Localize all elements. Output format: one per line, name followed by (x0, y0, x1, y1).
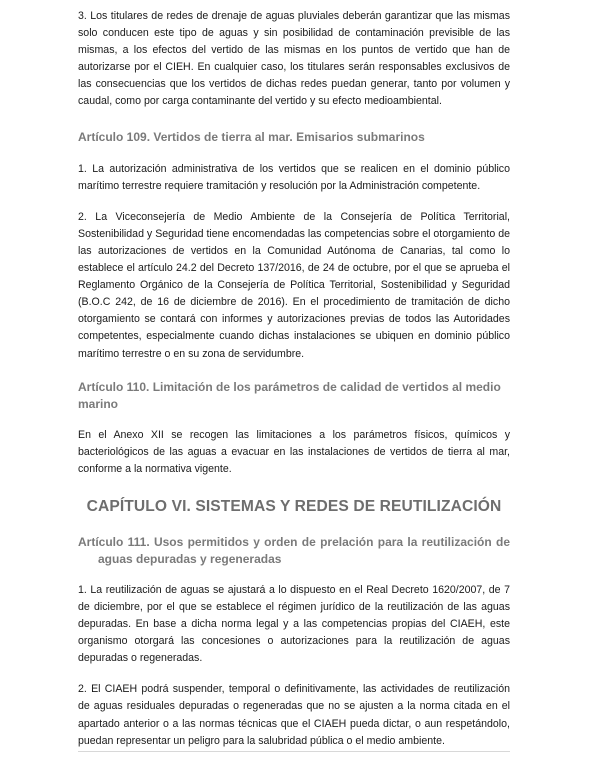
document-page (78, 8, 510, 750)
article-111-paragraph-1: 1. La reutilización de aguas se ajustará a lo dispuesto en el Real Decreto 1620/2007, de 7 de diciembre, por el que se establece el régimen jurídico de la reutilización de las aguas depuradas. En base a dicha norma legal y a las competencias propias del CIAEH, este organismo otorgará las concesiones o autorizaciones para la reutilización de aguas depuradas o regeneradas. (78, 583, 510, 665)
article-109-heading: Artículo 109. Vertidos de tierra al mar. Emisarios submarinos (78, 129, 425, 144)
article-110-paragraph: En el Anexo XII se recogen las limitaciones a los parámetros físicos, químicos y bacteriológicos de las aguas a evacuar en las instalaciones de vertidos de tierra al mar, conforme a la normativa vigente. (78, 428, 510, 475)
article-111-paragraph-2: 2. El CIAEH podrá suspender, temporal o definitivamente, las actividades de reutilización de aguas residuales depuradas o regeneradas que no se ajusten a la norma citada en el apartado anterior o a las normas técnicas que el CIAEH pueda dictar, o aun respetándolo, puedan representar un peligro para la salubridad pública o el medio ambiente. (78, 683, 510, 747)
article-109-paragraph-2: 2. La Viceconsejería de Medio Ambiente de la Consejería de Política Territorial, Sostenibilidad y Seguridad tiene encomendadas las competencias sobre el otorgamiento de las autorizaciones de vertidos en la Comunidad Autónoma de Canarias, tal como lo establece el artículo 24.2 del Decreto 137/2016, de 24 de octubre, por el que se aprueba el Reglamento Orgánico de la Consejería de Política Territorial, Sostenibilidad y Seguridad (B.O.C 242, de 16 de diciembre de 2016). En el procedimiento de tramitación de dicho otorgamiento se contará con informes y autorizaciones previas de todos las Autoridades competentes, especialmente cuando dichas instalaciones se ubiquen en dominio público marítimo terrestre o en su zona de servidumbre. (78, 210, 510, 360)
paragraph-3-drainage: 3. Los titulares de redes de drenaje de aguas pluviales deberán garantizar que las mismas solo conducen este tipo de aguas y sin posibilidad de contaminación previsible de las mismas, a los efectos del vertido de las mismas en los puntos de vertido que han de autorizarse por el CIEH. En cualquier caso, los titulares serán responsables exclusivos de las consecuencias que los vertidos de dichas redes puedan generar, tanto por volumen y caudal, como por carga contaminante del vertido y su efecto medioambiental. (78, 10, 510, 108)
article-110-heading: Artículo 110. Limitación de los parámetros de calidad de vertidos al medio marino (78, 379, 501, 411)
article-109-paragraph-1: 1. La autorización administrativa de los vertidos que se realicen en el dominio público marítimo terrestre requiere tramitación y resolución por la Administración competente. (78, 162, 510, 192)
article-111-heading: Artículo 111. Usos permitidos y orden de prelación para la reutilización de aguas depuradas y regeneradas (78, 534, 510, 566)
footer-divider (78, 751, 510, 752)
chapter-heading: CAPÍTULO VI. SISTEMAS Y REDES DE REUTILIZACIÓN (86, 497, 502, 515)
